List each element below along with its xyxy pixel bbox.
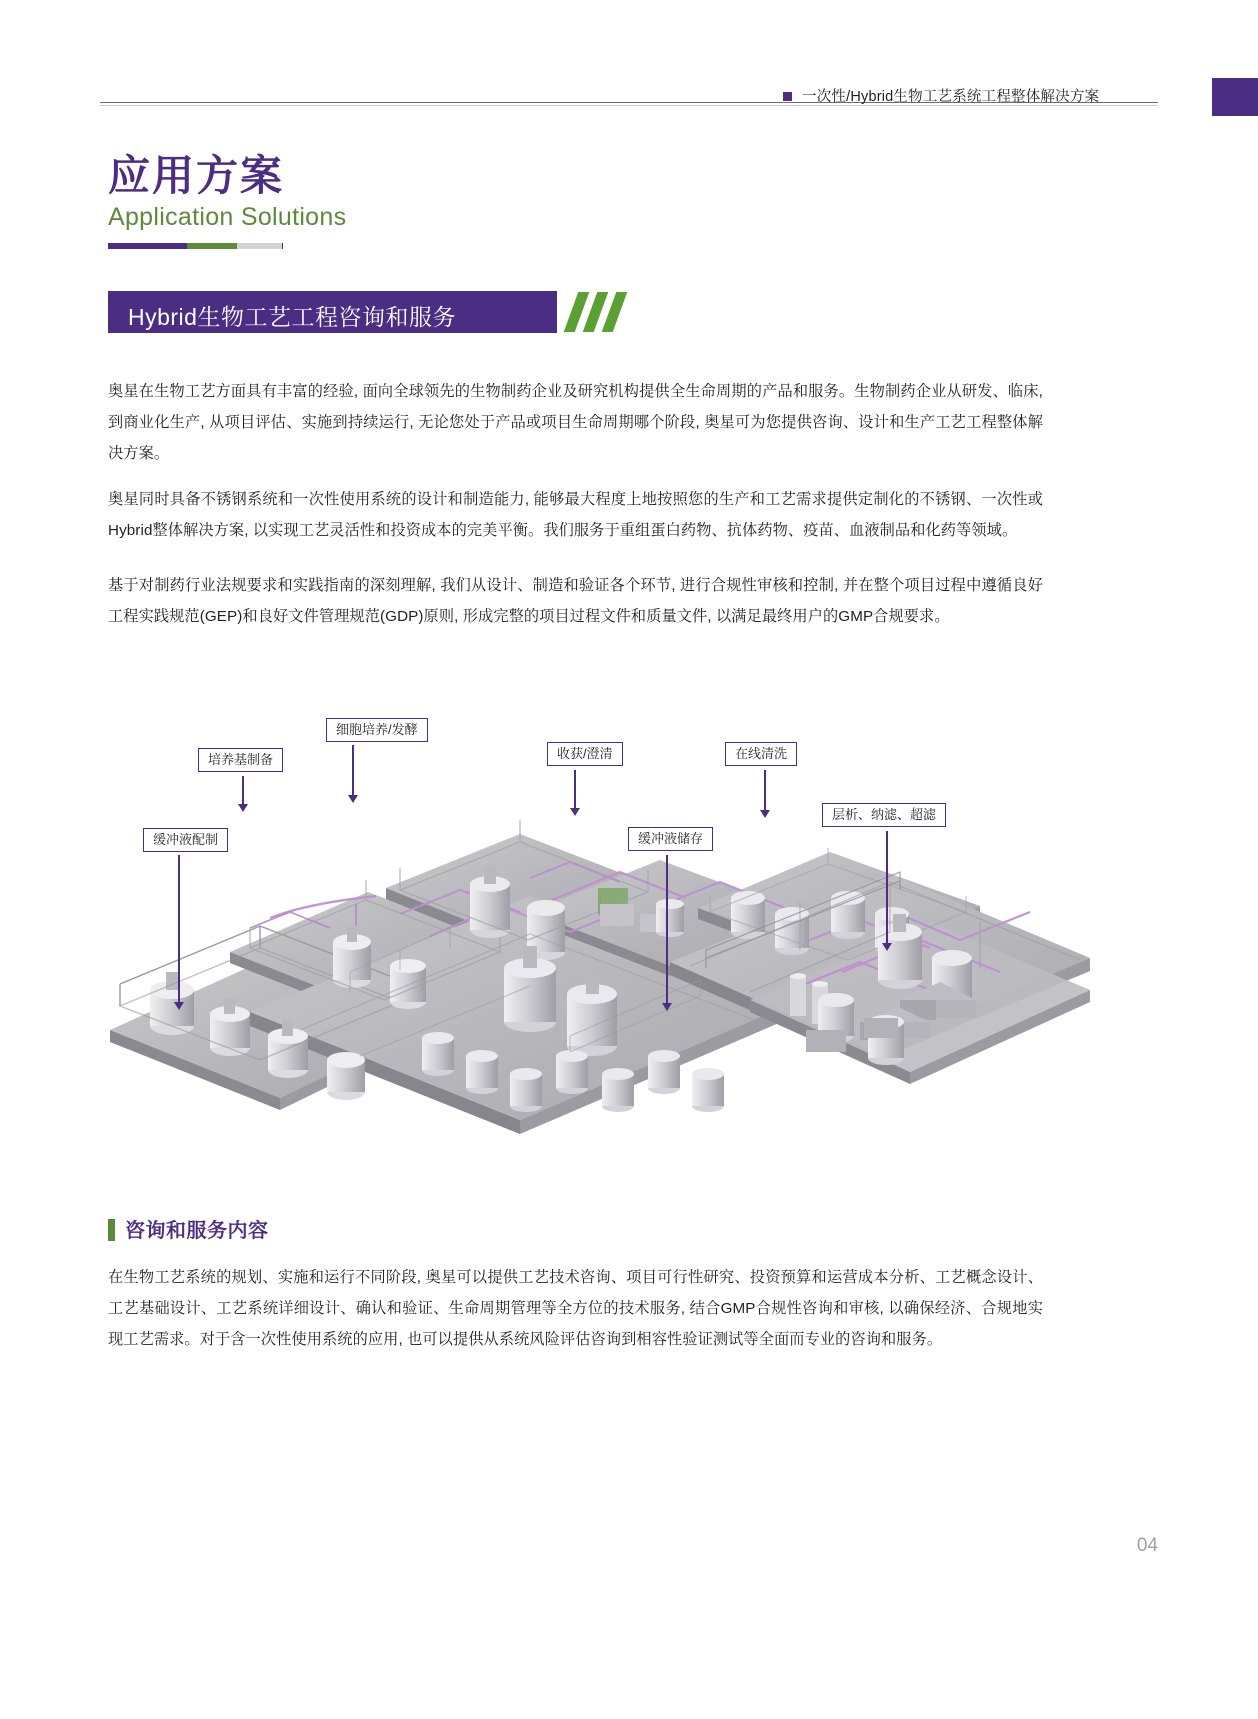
leader-marker-buffer-prep bbox=[174, 1002, 184, 1010]
title-underline-gray bbox=[237, 243, 282, 249]
page-subtitle: Application Solutions bbox=[108, 203, 347, 231]
subsection-title: 咨询和服务内容 bbox=[125, 1220, 269, 1242]
page-number: 04 bbox=[1136, 1535, 1158, 1556]
section-banner-label: Hybrid生物工艺工程咨询和服务 bbox=[128, 304, 456, 330]
header-title: 一次性/Hybrid生物工艺系统工程整体解决方案 bbox=[802, 89, 1100, 105]
callout-buffer-prep: 缓冲液配制 bbox=[143, 828, 228, 852]
callout-media-prep: 培养基制备 bbox=[198, 748, 283, 772]
leader-marker-chromatography bbox=[882, 943, 892, 951]
leader-marker-harvest bbox=[570, 808, 580, 816]
paragraph-capability: 奥星同时具备不锈钢系统和一次性使用系统的设计和制造能力, 能够最大程度上地按照您的生产和工艺需求提供定制化的不锈钢、一次性或Hybrid整体解决方案, 以实现工艺灵活性和投资成本的完美平衡。我们服务于重组蛋白药物、抗体药物、疫苗、血液制品和化药等领域。 bbox=[108, 491, 1043, 539]
callout-cip: 在线清洗 bbox=[725, 742, 797, 766]
title-underline-green bbox=[187, 243, 237, 249]
header-bullet-icon bbox=[783, 92, 792, 101]
paragraph-experience: 奥星在生物工艺方面具有丰富的经验, 面向全球领先的生物制药企业及研究机构提供全生命周期的产品和服务。生物制药企业从研发、临床, 到商业化生产, 从项目评估、实施到持续运行, 无论您处于产品或项目生命周期哪个阶段, 奥星可为您提供咨询、设计和生产工艺工程整体解决方案。 bbox=[108, 383, 1043, 462]
leader-line-chromatography bbox=[886, 831, 888, 943]
callout-buffer-hold: 缓冲液储存 bbox=[628, 827, 713, 851]
leader-marker-cell-culture bbox=[348, 795, 358, 803]
leader-marker-buffer-hold bbox=[662, 1003, 672, 1011]
callout-harvest: 收获/澄清 bbox=[547, 742, 623, 766]
process-plant-illustration bbox=[100, 700, 1100, 1140]
leader-marker-media-prep bbox=[238, 804, 248, 812]
leader-line-harvest bbox=[574, 770, 576, 808]
leader-line-media-prep bbox=[242, 776, 244, 804]
callout-chromatography: 层析、纳滤、超滤 bbox=[822, 803, 946, 827]
callout-cell-culture: 细胞培养/发酵 bbox=[326, 718, 428, 742]
leader-line-cell-culture bbox=[352, 745, 354, 795]
paragraph-compliance: 基于对制药行业法规要求和实践指南的深刻理解, 我们从设计、制造和验证各个环节, 进行合规性审核和控制, 并在整个项目过程中遵循良好工程实践规范(GEP)和良好文件管理规范(GDP)原则, 形成完整的项目过程文件和质量文件, 以满足最终用户的GMP合规要求。 bbox=[108, 577, 1043, 625]
paragraph-services: 在生物工艺系统的规划、实施和运行不同阶段, 奥星可以提供工艺技术咨询、项目可行性研究、投资预算和运营成本分析、工艺概念设计、工艺基础设计、工艺系统详细设计、确认和验证、生命周期管理等全方位的技术服务, 结合GMP合规性咨询和审核, 以确保经济、合规地实现工艺需求。对于含一次性使用系统的应用, 也可以提供从系统风险评估咨询到相容性验证测试等全面而专业的咨询和服务。 bbox=[108, 1269, 1043, 1348]
header-corner-block bbox=[1212, 78, 1258, 116]
subsection-accent-bar bbox=[108, 1219, 115, 1241]
page-title: 应用方案 bbox=[108, 152, 285, 199]
leader-line-buffer-hold bbox=[666, 855, 668, 1003]
leader-marker-cip bbox=[760, 810, 770, 818]
banner-slashes-decoration bbox=[565, 292, 635, 334]
leader-line-buffer-prep bbox=[178, 855, 180, 1002]
leader-line-cip bbox=[764, 770, 766, 810]
page-header bbox=[0, 0, 1258, 116]
